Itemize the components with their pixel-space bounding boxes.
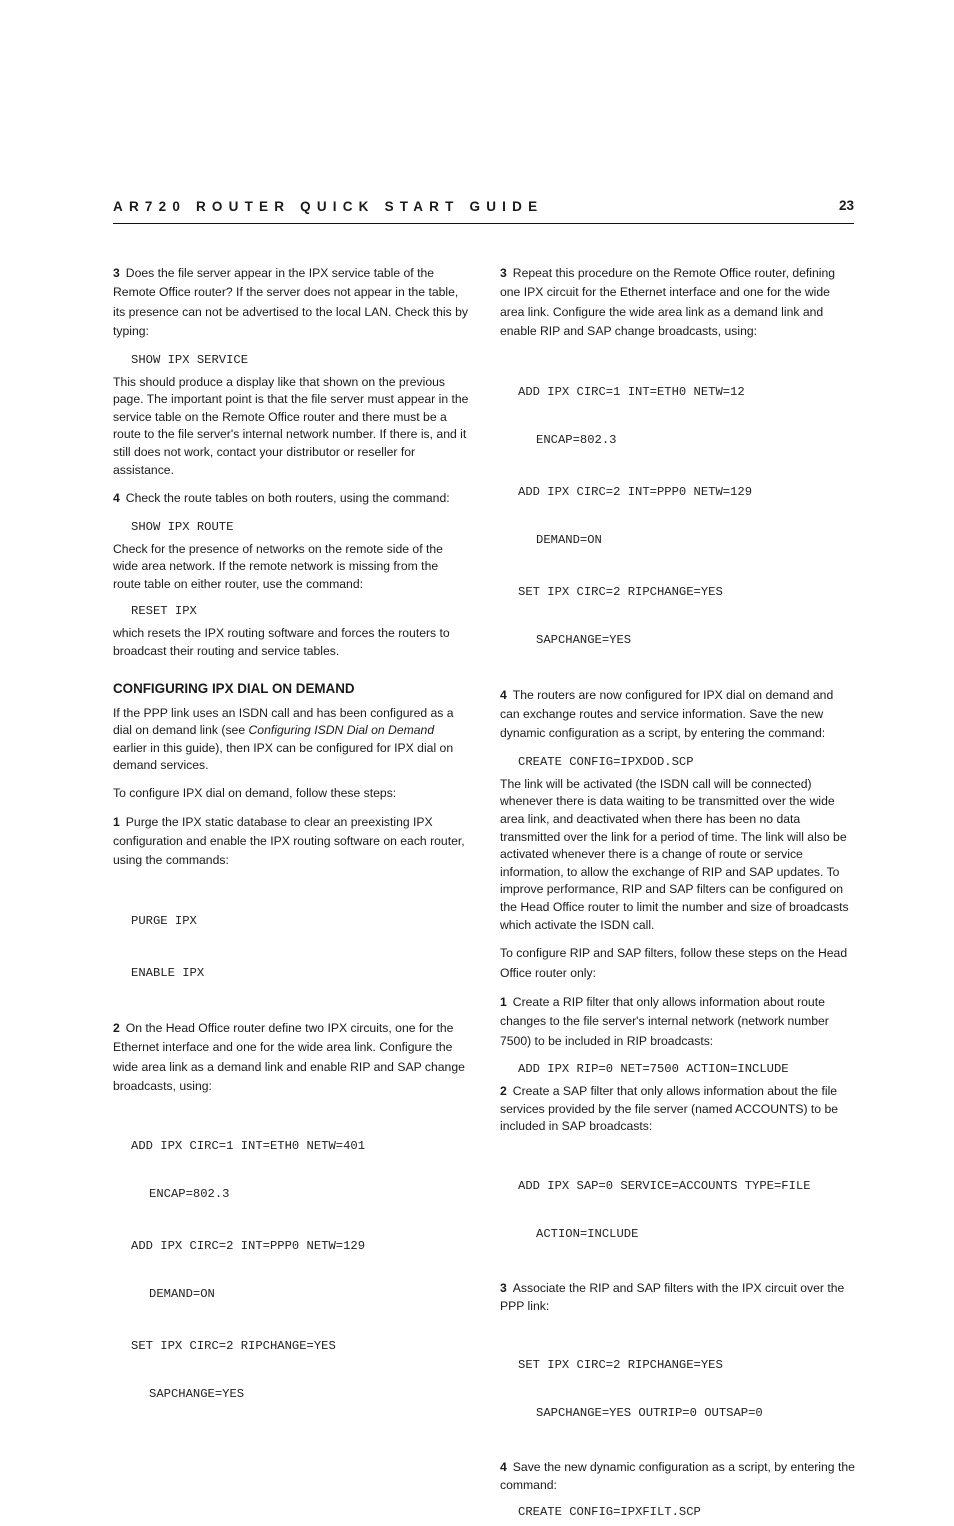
code-line: SHOW IPX ROUTE	[131, 519, 234, 534]
code-block	[131, 352, 469, 368]
step-paragraph	[113, 813, 469, 871]
code-line: SAPCHANGE=YES	[149, 1387, 245, 1402]
section-heading: CONFIGURING IPX DIAL ON DEMAND	[113, 680, 355, 696]
step-paragraph	[113, 264, 469, 342]
step-number: 2	[113, 1020, 120, 1035]
step-number: 2	[500, 1084, 507, 1099]
code-line: PURGE IPX	[131, 913, 197, 928]
code-block	[518, 754, 856, 770]
step-paragraph	[113, 489, 469, 508]
step-number: 1	[500, 995, 507, 1009]
step-number: 4	[113, 491, 120, 506]
code-line: SHOW IPX SERVICE	[131, 352, 249, 367]
code-line: ADD IPX CIRC=2 INT=PPP0 NETW=129	[131, 1239, 366, 1254]
body-paragraph	[113, 705, 469, 775]
code-line: ADD IPX SAP=0 SERVICE=ACCOUNTS TYPE=FILE	[518, 1179, 811, 1193]
code-line: ADD IPX CIRC=1 INT=ETH0 NETW=401	[131, 1139, 366, 1154]
page-header	[113, 198, 854, 224]
code-line: SET IPX CIRC=2 RIPCHANGE=YES	[518, 584, 723, 599]
code-line: ENABLE IPX	[131, 965, 205, 980]
step-number: 3	[500, 1281, 507, 1295]
step-text: Purge the IPX static database to clear an preexisting IPX configuration and enable the IPX routing software on each router, using the commands:	[113, 814, 465, 868]
code-block	[131, 1106, 469, 1434]
code-block	[131, 603, 469, 619]
step-paragraph	[500, 264, 856, 342]
step-text: The routers are now configured for IPX dial on demand and can exchange routes and service information. Save the new dynamic configuration as a script, by entering the command:	[500, 687, 834, 741]
body-paragraph: To configure RIP and SAP filters, follow these steps on the Head Office router only:	[500, 946, 848, 980]
code-line: SET IPX CIRC=2 RIPCHANGE=YES	[518, 1358, 723, 1373]
code-line: SAPCHANGE=YES	[536, 632, 632, 647]
code-line: ENCAP=802.3	[149, 1187, 230, 1202]
left-column	[113, 264, 469, 1442]
code-block	[518, 1061, 856, 1077]
body-paragraph: This should produce a display like that shown on the previous page. The important point is that the file server must appear in the service table on the Remote Office router and there must be a route to the file server's internal network number. If there is, and it still does not work, contact your distributor or reseller for assistance.	[113, 374, 469, 477]
step-number: 4	[500, 687, 507, 702]
document-title: AR720 ROUTER QUICK START GUIDE	[113, 199, 544, 214]
code-line: ENCAP=802.3	[536, 432, 617, 447]
code-line: ADD IPX CIRC=1 INT=ETH0 NETW=12	[518, 384, 745, 399]
step-text: Create a SAP filter that only allows information about the file services provided by the file server (named ACCOUNTS) to be included in SAP broadcasts:	[500, 1084, 838, 1134]
body-paragraph: The link will be activated (the ISDN call will be connected) whenever there is data waiting to be transmitted over the wide area link, and deactivated when there has been no data transmitted over the link for a period of time. The link will also be activated whenever there is a change of route or service information, to allow the exchange of RIP and SAP updates. To improve performance, RIP and SAP filters can be configured on the Head Office router to limit the number and size of broadcasts which activate the ISDN call.	[500, 776, 849, 932]
body-paragraph: To configure IPX dial on demand, follow these steps:	[113, 785, 397, 800]
code-line: CREATE CONFIG=IPXFILT.SCP	[518, 1505, 701, 1520]
code-line: DEMAND=ON	[536, 532, 602, 547]
step-number: 3	[500, 266, 507, 280]
step-text: Repeat this procedure on the Remote Office router, defining one IPX circuit for the Ethernet interface and one for the wide area link. Configure the wide area link as a demand link and enable RIP and SAP change broadcasts, using:	[500, 266, 836, 339]
step-text: Associate the RIP and SAP filters with the IPX circuit over the PPP link:	[500, 1281, 845, 1313]
step-text: On the Head Office router define two IPX circuits, one for the Ethernet interface and one for the wide area link. Configure the wide area link as a demand link and enable RIP and SAP change broadcasts, using:	[113, 1020, 465, 1093]
code-block	[518, 1504, 856, 1520]
code-line: ADD IPX CIRC=2 INT=PPP0 NETW=129	[518, 484, 753, 499]
body-paragraph: Check for the presence of networks on the remote side of the wide area network. If the remote network is missing from the route table on either router, use the command:	[113, 541, 443, 591]
code-block	[131, 881, 469, 1013]
step-number: 1	[113, 814, 120, 829]
code-block	[518, 352, 856, 680]
step-text: Does the file server appear in the IPX service table of the Remote Office router? If the server does not appear in the table, its presence can not be advertised to the local LAN. Check this by typing:	[113, 266, 468, 339]
right-column	[500, 264, 856, 1526]
step-number: 4	[500, 1460, 507, 1475]
cross-reference: Configuring ISDN Dial on Demand	[248, 723, 435, 738]
text-span: If the PPP link uses an ISDN call and has been configured as a dial on demand link (see	[113, 705, 454, 738]
step-paragraph	[500, 686, 856, 744]
step-text: Create a RIP filter that only allows information about route changes to the file server's internal network (network number 7500) to be included in RIP broadcasts:	[500, 995, 829, 1048]
code-block	[518, 1146, 856, 1274]
step-paragraph	[113, 1019, 469, 1097]
step-number: 3	[113, 266, 120, 280]
step-paragraph	[500, 993, 856, 1051]
code-line: RESET IPX	[131, 604, 197, 619]
code-line: SET IPX CIRC=2 RIPCHANGE=YES	[131, 1339, 336, 1354]
page-number: 23	[838, 198, 854, 213]
code-block	[518, 1325, 856, 1453]
step-paragraph	[500, 1083, 856, 1136]
step-paragraph	[500, 1280, 856, 1315]
body-paragraph: which resets the IPX routing software and forces the routers to broadcast their routing and service tables.	[113, 626, 450, 658]
step-text: Check the route tables on both routers, using the command:	[125, 491, 450, 506]
code-line: CREATE CONFIG=IPXDOD.SCP	[518, 754, 694, 769]
code-line: SAPCHANGE=YES OUTRIP=0 OUTSAP=0	[536, 1406, 763, 1421]
code-line: ADD IPX RIP=0 NET=7500 ACTION=INCLUDE	[518, 1062, 789, 1077]
code-line: DEMAND=ON	[149, 1287, 215, 1302]
text-span: earlier in this guide), then IPX can be configured for IPX dial on demand services.	[113, 740, 454, 773]
code-block	[131, 519, 469, 535]
step-text: Save the new dynamic configuration as a script, by entering the command:	[500, 1460, 855, 1492]
code-line: ACTION=INCLUDE	[536, 1227, 639, 1241]
step-paragraph	[500, 1459, 856, 1494]
